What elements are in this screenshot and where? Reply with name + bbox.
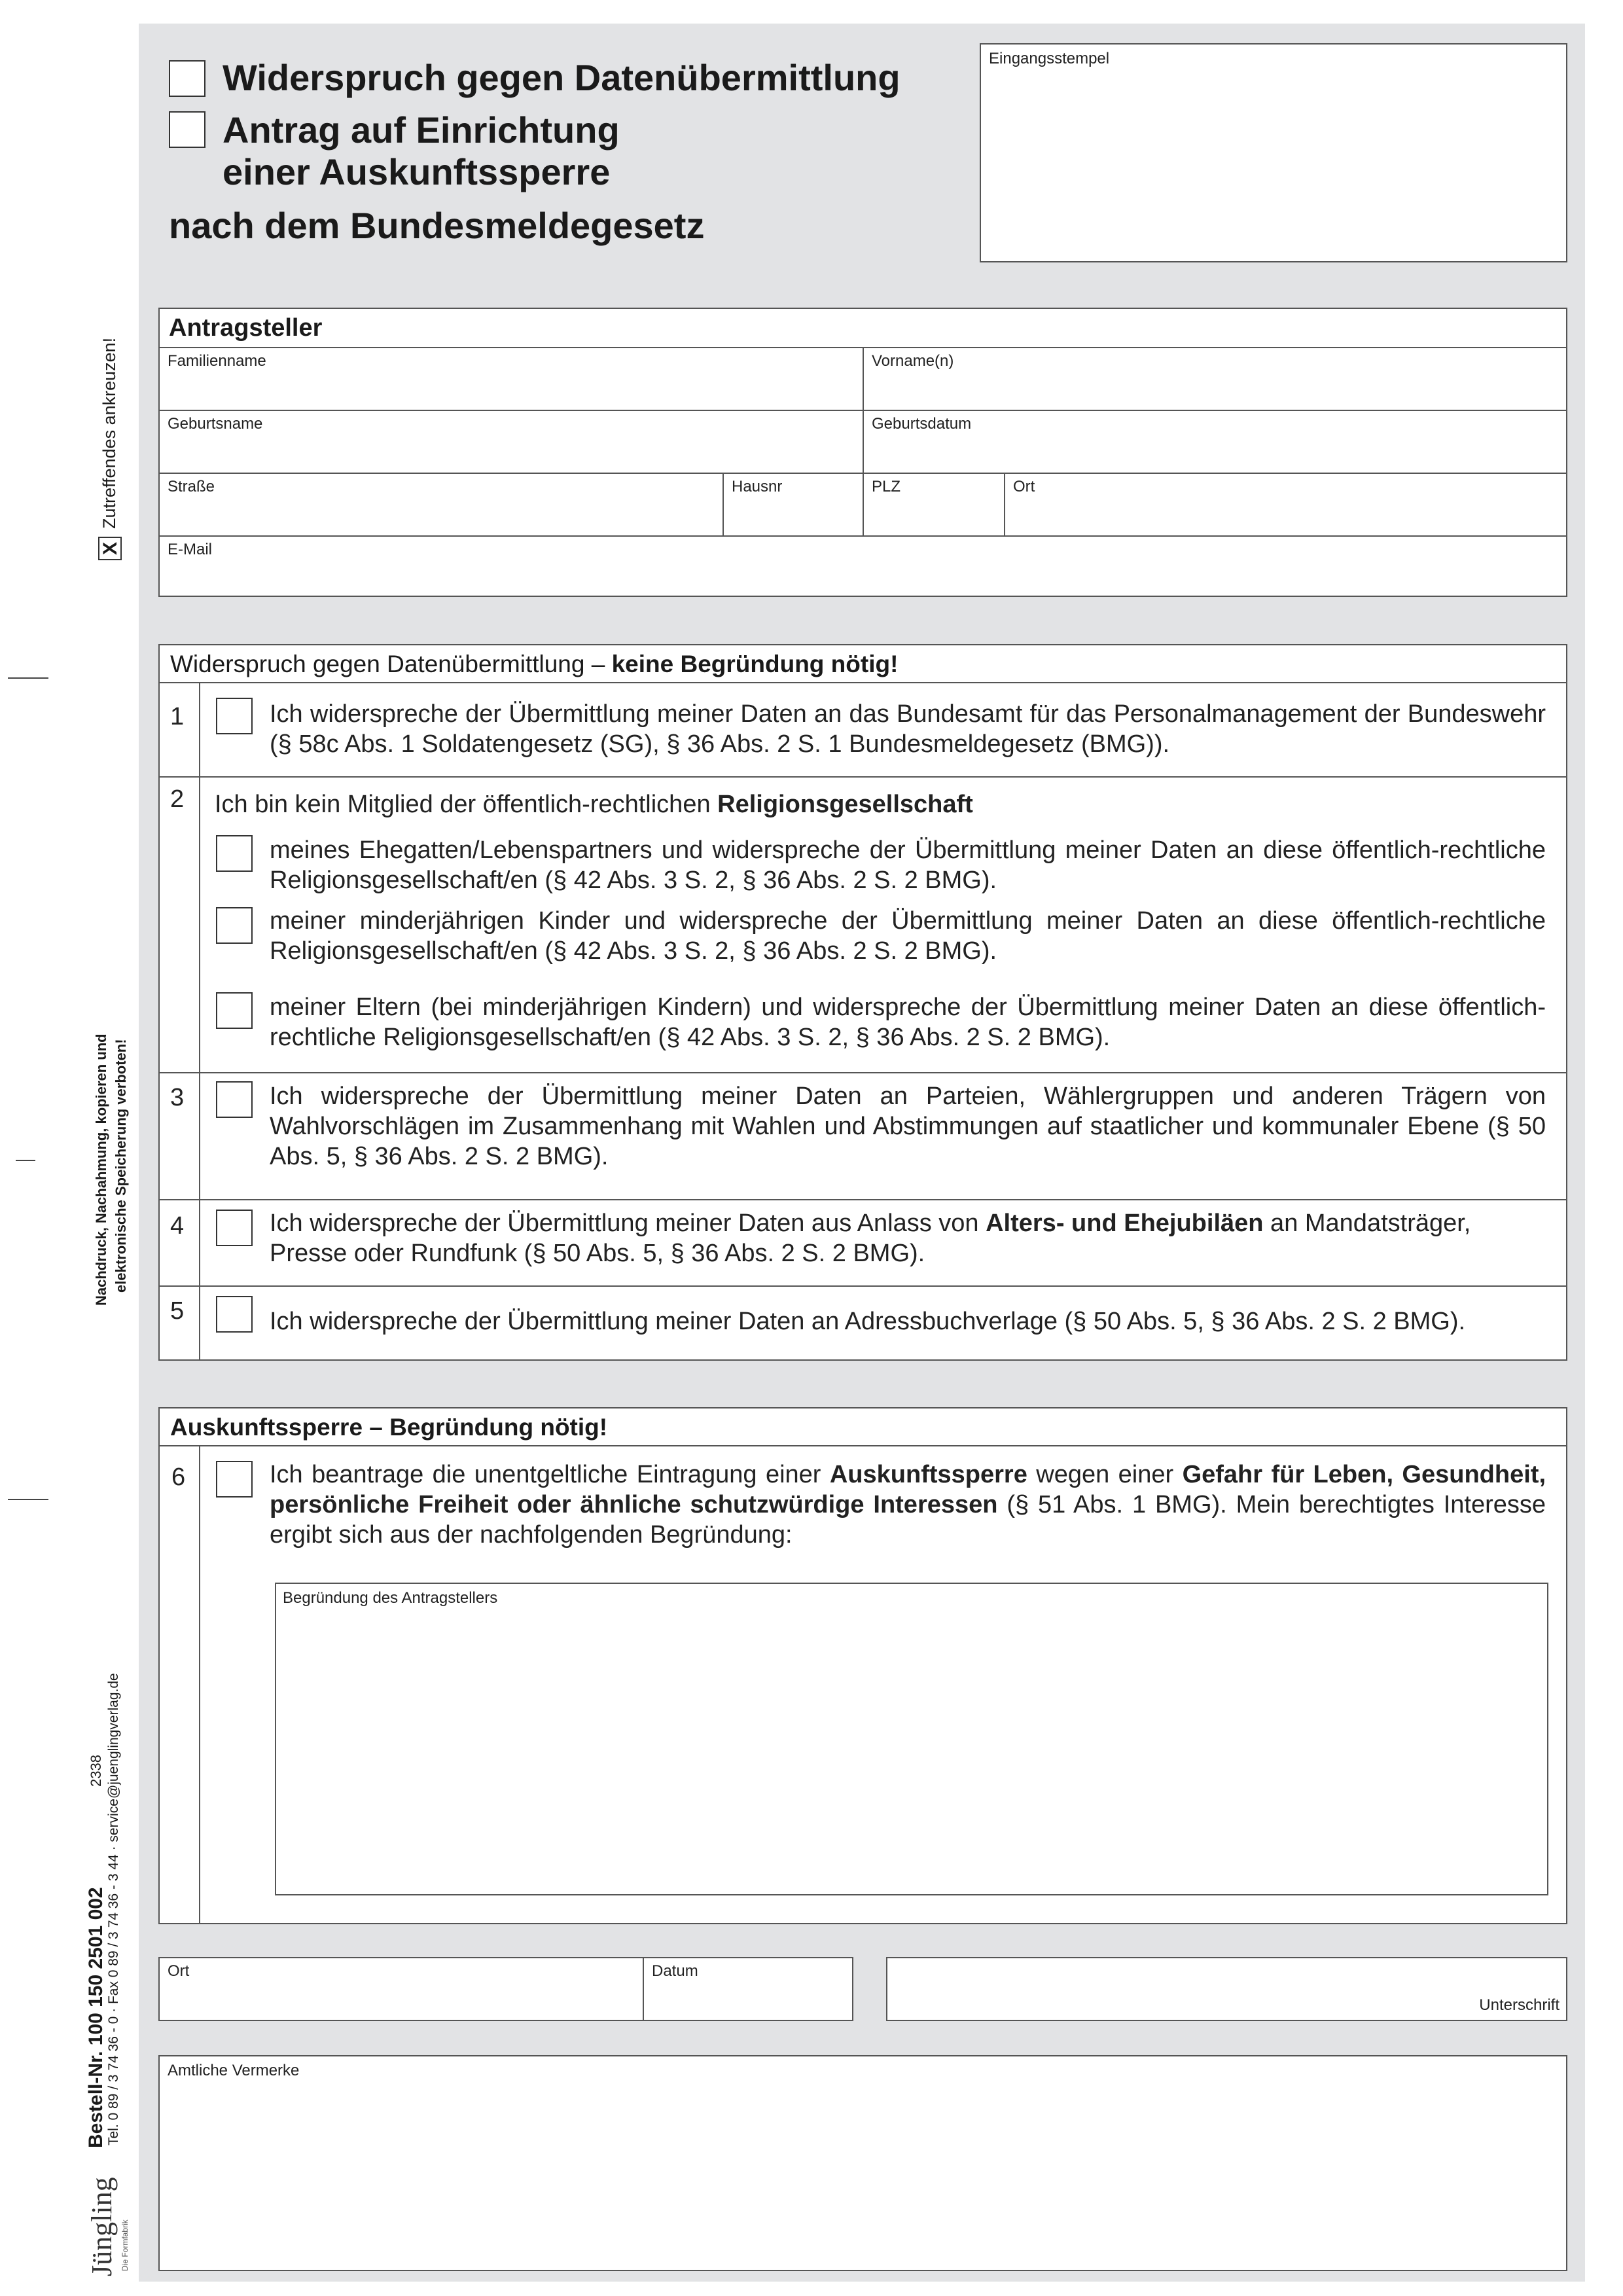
checkbox-block-title[interactable] <box>169 111 205 148</box>
family-name-label: Familienname <box>168 352 266 370</box>
item-6-number: 6 <box>171 1463 186 1491</box>
place-label: Ort <box>168 1962 190 1980</box>
item-6-text <box>270 1460 1546 1550</box>
title-law: nach dem Bundesmeldegesetz <box>169 205 705 246</box>
title-application: Antrag auf Einrichtung <box>223 109 620 151</box>
checkbox-objection-title[interactable] <box>169 60 205 97</box>
objection-heading-text: Widerspruch gegen Datenübermittlung – <box>170 651 612 677</box>
checkbox-item-2-parents[interactable] <box>216 992 253 1029</box>
hint-x-mark: X <box>99 541 122 556</box>
email-label: E-Mail <box>168 541 213 558</box>
objection-section <box>158 644 1567 1361</box>
birth-date-label: Geburtsdatum <box>872 415 972 433</box>
hint-tick-applicable: Zutreffendes ankreuzen! <box>99 337 119 529</box>
copyright-line-2: elektronische Speicherung verboten! <box>113 1039 129 1293</box>
hint-check-sample <box>98 537 122 560</box>
stamp-box[interactable] <box>980 43 1567 262</box>
applicant-heading: Antragsteller <box>169 314 323 342</box>
objection-heading-emphasis: keine Begründung nötig! <box>611 651 899 677</box>
item-2-parents-text: meiner Eltern (bei minderjährigen Kindern) und widerspreche der Übermittlung meiner Daten an diese öffentlich-rechtliche Religionsgesellschaft/en (§ 42 Abs. 3 S. 2, § 36 Abs. 2 S. 2 BMG). <box>270 994 1546 1051</box>
street-field[interactable] <box>160 474 721 535</box>
signature-field[interactable] <box>886 1957 1567 2021</box>
official-notes-field[interactable] <box>158 2055 1567 2271</box>
block-heading-text: Auskunftssperre – <box>170 1414 390 1441</box>
item-1-number: 1 <box>170 703 185 730</box>
item-5-number: 5 <box>170 1297 185 1325</box>
publisher-contact: Tel. 0 89 / 3 74 36 - 0 · Fax 0 89 / 3 74 36 - 3 44 · service@juenglingverlag.de <box>106 1673 121 2145</box>
information-block-section <box>158 1407 1567 1924</box>
checkbox-item-3[interactable] <box>216 1081 253 1118</box>
item-4-text-emphasis: Alters- und Ehejubiläen <box>986 1210 1264 1237</box>
block-heading <box>160 1408 1566 1446</box>
checkbox-item-2-spouse[interactable] <box>216 835 253 872</box>
applicant-section <box>158 308 1567 597</box>
checkbox-item-2-children[interactable] <box>216 907 253 944</box>
item-2-number: 2 <box>170 785 185 813</box>
checkbox-item-6[interactable] <box>216 1461 253 1498</box>
fold-mark <box>8 1499 48 1500</box>
house-number-label: Hausnr <box>732 478 783 495</box>
date-label: Datum <box>652 1962 698 1980</box>
item-3-number: 3 <box>170 1084 185 1111</box>
item-6-text-a: Ich beantrage die unentgeltliche Eintragung einer <box>270 1461 830 1488</box>
checkbox-item-5[interactable] <box>216 1296 253 1333</box>
item-4-text-c: an Mandatsträger, Presse oder Rundfunk (§ 50 Abs. 5, § 36 Abs. 2 S. 2 BMG). <box>270 1210 1471 1267</box>
item-1-text: Ich widerspreche der Übermittlung meiner Daten an das Bundesamt für das Personalmanagement der Bundeswehr (§ 58c Abs. 1 Soldatengesetz (SG), § 36 Abs. 2 S. 1 Bundesmeldegesetz (BMG)). <box>270 700 1546 758</box>
item-6-text-c: wegen einer <box>1027 1461 1183 1488</box>
item-4-text-a: Ich widerspreche der Übermittlung meiner Daten aus Anlass von <box>270 1210 986 1237</box>
item-6-text-e: (§ 51 Abs. 1 BMG). Mein berechtigtes Interesse ergibt sich aus der nachfolgenden Begründung: <box>270 1491 1546 1549</box>
email-field[interactable] <box>160 537 1565 596</box>
birth-name-field[interactable] <box>160 411 861 473</box>
official-notes-label: Amtliche Vermerke <box>168 2062 300 2079</box>
reason-field[interactable] <box>275 1583 1548 1895</box>
publisher-tagline: Die Formfabrik <box>120 2219 130 2271</box>
city-label: Ort <box>1013 478 1035 495</box>
item-2-intro-emphasis: Religionsgesellschaft <box>717 791 973 818</box>
street-label: Straße <box>168 478 215 495</box>
signature-label: Unterschrift <box>1479 1996 1560 2014</box>
item-2-intro-text: Ich bin kein Mitglied der öffentlich-rechtlichen <box>215 791 718 818</box>
zip-label: PLZ <box>872 478 901 495</box>
copyright-line-1: Nachdruck, Nachahmung, kopieren und <box>93 1033 109 1306</box>
fold-mark <box>8 677 48 679</box>
item-5-text: Ich widerspreche der Übermittlung meiner Daten an Adressbuchverlage (§ 50 Abs. 5, § 36 Abs. 2 S. 2 BMG). <box>270 1308 1466 1335</box>
place-field[interactable] <box>160 1958 641 2020</box>
publisher-logo: Jüngling <box>86 2177 118 2276</box>
item-2-spouse-text: meines Ehegatten/Lebenspartners und widerspreche der Übermittlung meiner Daten an diese öffentlich-rechtliche Religionsgesellschaft/en (§ 42 Abs. 3 S. 2, § 36 Abs. 2 S. 2 BMG). <box>270 836 1546 894</box>
item-2-intro <box>215 789 1458 819</box>
item-6-text-emphasis-2: Gefahr für Leben, Gesundheit, persönliche Freiheit oder ähnliche schutzwürdige Interessen <box>270 1461 1546 1518</box>
item-6-text-emphasis-1: Auskunftssperre <box>829 1461 1027 1488</box>
checkbox-item-4[interactable] <box>216 1210 253 1246</box>
punch-mark <box>16 1160 35 1161</box>
form-code: 2338 <box>88 1755 104 1787</box>
item-2-children-text: meiner minderjährigen Kinder und widerspreche der Übermittlung meiner Daten an diese öffentlich-rechtliche Religionsgesellschaft/en (§ 42 Abs. 3 S. 2, § 36 Abs. 2 S. 2 BMG). <box>270 907 1546 965</box>
birth-name-label: Geburtsname <box>168 415 263 433</box>
reason-label: Begründung des Antragstellers <box>283 1589 498 1607</box>
item-4-number: 4 <box>170 1212 185 1240</box>
checkbox-item-1[interactable] <box>216 698 253 734</box>
first-names-label: Vorname(n) <box>872 352 954 370</box>
stamp-label: Eingangsstempel <box>989 50 1110 67</box>
title-objection: Widerspruch gegen Datenübermittlung <box>223 57 901 98</box>
place-date-box <box>158 1957 853 2021</box>
title-information-block: einer Auskunftssperre <box>223 151 611 192</box>
first-names-field[interactable] <box>864 348 1565 410</box>
order-number: Bestell-Nr. 100 150 2501 002 <box>85 1887 107 2148</box>
block-heading-emphasis: Begründung nötig! <box>389 1414 608 1441</box>
city-field[interactable] <box>1005 474 1565 535</box>
item-3-text: Ich widerspreche der Übermittlung meiner Daten an Parteien, Wählergruppen und anderen Trägern von Wahlvorschlägen im Zusammenhang mit Wahlen und Abstimmungen auf staatlicher und kommunaler Ebene (§ 50 Abs. 5, § 36 Abs. 2 S. 2 BMG). <box>270 1083 1546 1170</box>
item-4-text <box>270 1208 1546 1268</box>
objection-heading <box>160 645 1566 683</box>
